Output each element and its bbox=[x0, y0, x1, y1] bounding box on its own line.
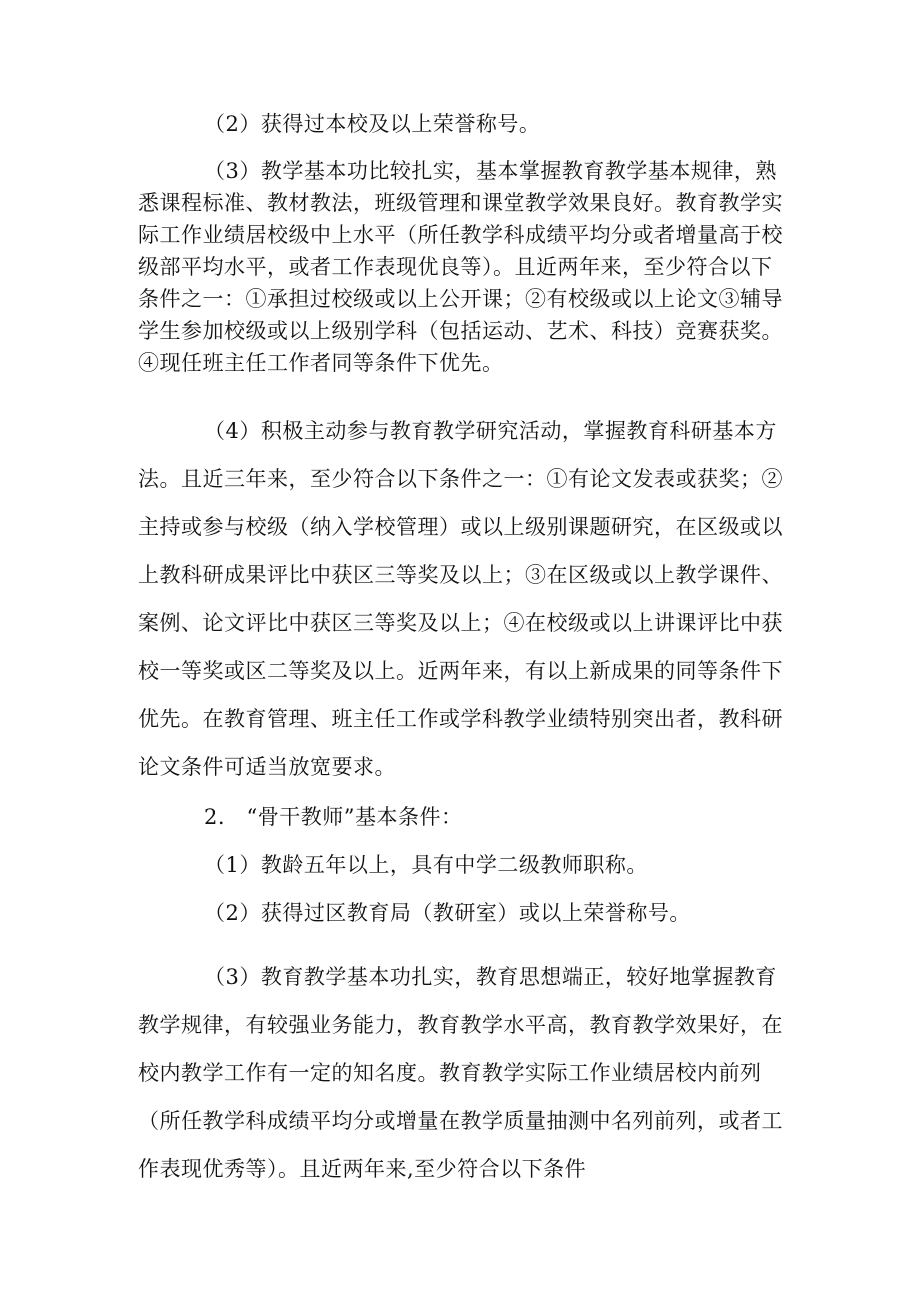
paragraph-basic-skills: （3）教学基本功比较扎实，基本掌握教育教学基本规律，熟悉课程标准、教材教法，班级管理和课堂教学效果良好。教育教学实际工作业绩居校级中上水平（所任教学科成绩平均分或者增量高于校级部平均水平，或者工作表现优良等）。且近两年来，至少符合以下条件之一：①承担过校级或以上公开课；②有校级或以上论文③辅导学生参加校级或以上级别学科（包括运动、艺术、科技）竞赛获奖。④现任班主任工作者同等条件下优先。 bbox=[138, 159, 783, 375]
paragraph-teaching-years: （1）教龄五年以上，具有中学二级教师职称。 bbox=[204, 853, 648, 877]
paragraph-research-activities: （4）积极主动参与教育教学研究活动，掌握教育科研基本方法。且近三年来，至少符合以下条件之一：①有论文发表或获奖；②主持或参与校级（纳入学校管理）或以上级别课题研究，在区级或以上教科研成果评比中获区三等奖及以上；③在区级或以上教学课件、案例、论文评比中获区三等奖及以上；④在校级或以上讲课评比中获校一等奖或区二等奖及以上。近两年来，有以上新成果的同等条件下优先。在教育管理、班主任工作或学科教学业绩特别突出者，教科研论文条件可适当放宽要求。 bbox=[138, 419, 783, 779]
paragraph-honor-district: （2）获得过区教育局（教研室）或以上荣誉称号。 bbox=[204, 901, 691, 925]
section-heading-backbone-teacher: 2. “骨干教师”基本条件： bbox=[204, 805, 463, 829]
paragraph-honor-school: （2）获得过本校及以上荣誉称号。 bbox=[204, 112, 541, 136]
paragraph-solid-skills: （3）教育教学基本功扎实，教育思想端正，较好地掌握教育教学规律，有较强业务能力，教育教学水平高，教育教学效果好，在校内教学工作有一定的知名度。教育教学实际工作业绩居校内前列（所任教学科成绩平均分或增量在教学质量抽测中名列前列，或者工作表现优秀等）。且近两年来,至少符合以下条件 bbox=[138, 965, 783, 1181]
